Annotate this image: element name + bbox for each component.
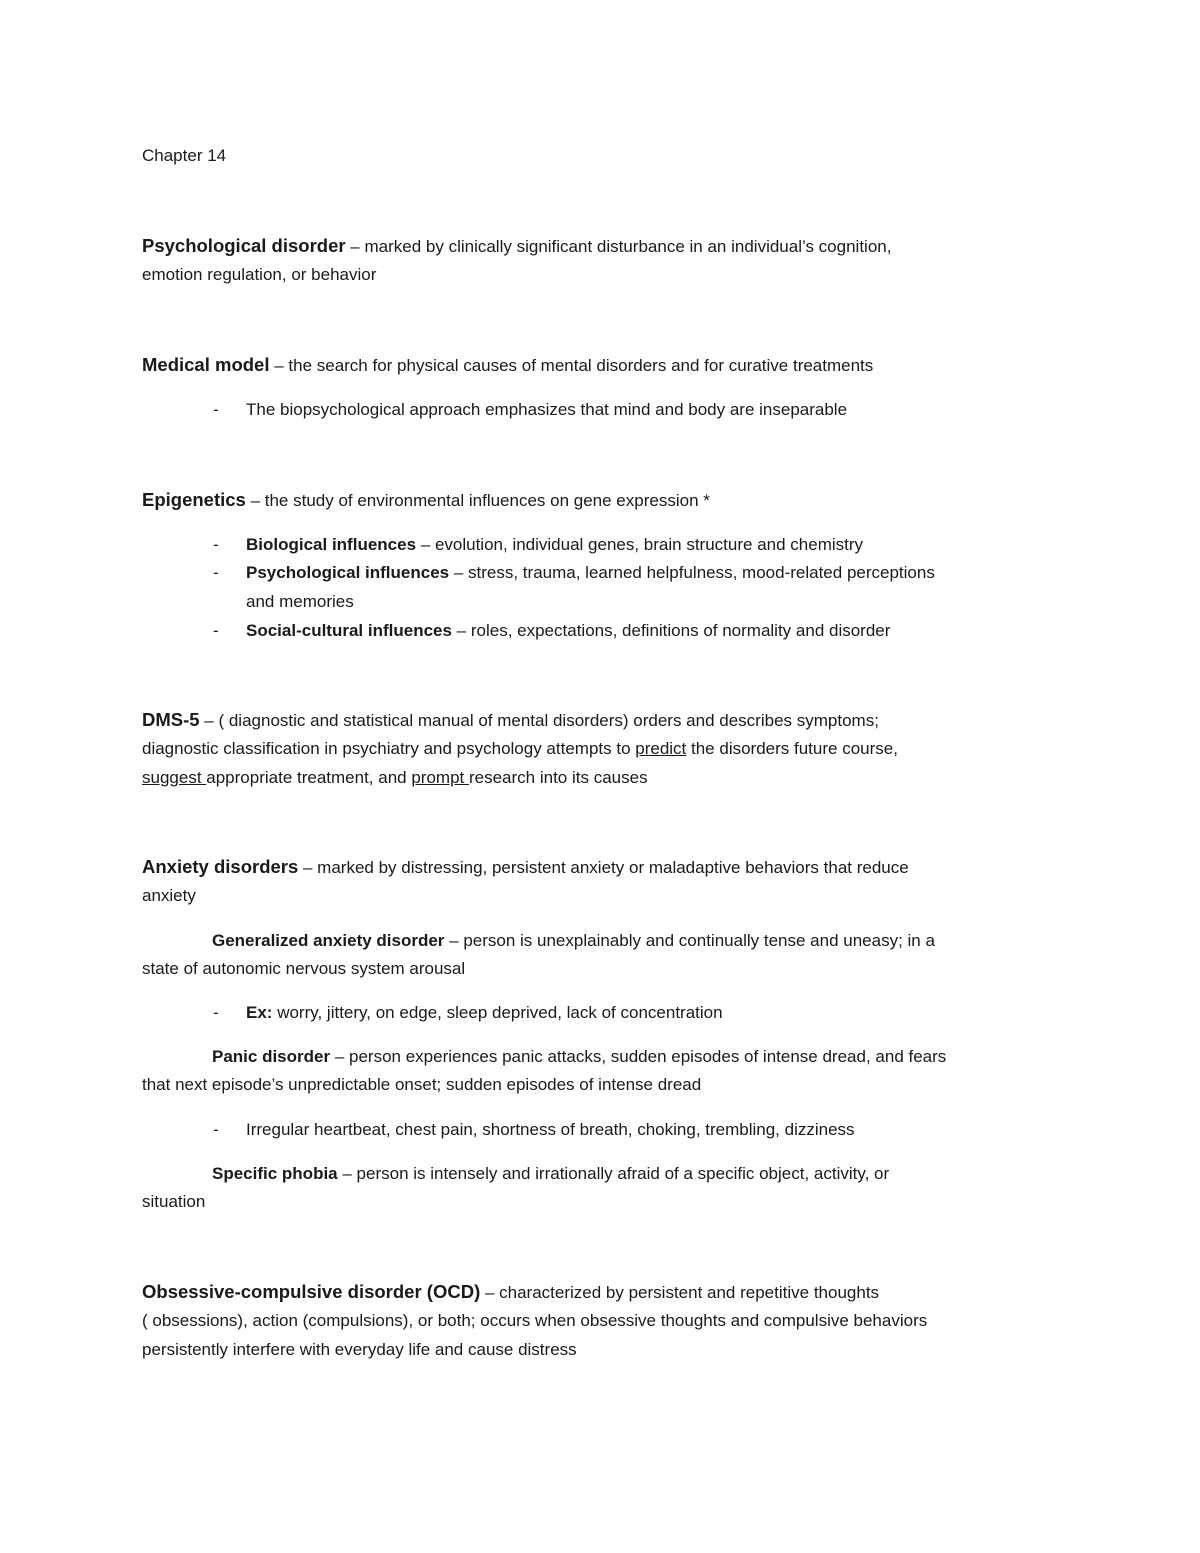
psychological-term: Psychological influences bbox=[246, 563, 450, 582]
epi-bullet-biological bbox=[246, 535, 863, 555]
dms-line3-text: appropriate treatment, and bbox=[206, 768, 412, 787]
ex-label: Ex: bbox=[246, 1003, 273, 1022]
epigenetics-line bbox=[142, 490, 710, 511]
panic-term: Panic disorder bbox=[212, 1047, 331, 1066]
psych-disorder-line1 bbox=[142, 236, 891, 257]
epi-bullet-psychological bbox=[246, 563, 935, 583]
medical-model-line bbox=[142, 355, 873, 376]
phobia-def: – person is intensely and irrationally afraid of a specific object, activity, or bbox=[337, 1164, 890, 1183]
bullet-dash: - bbox=[213, 535, 219, 554]
dms-line2-text: diagnostic classification in psychiatry and psychology attempts to bbox=[142, 739, 636, 758]
dms-line1 bbox=[142, 710, 879, 731]
bullet-dash: - bbox=[213, 1120, 219, 1139]
dms-line2-text-end: the disorders future course, bbox=[686, 739, 898, 758]
ocd-term: Obsessive-compulsive disorder (OCD) bbox=[142, 1281, 481, 1302]
biological-term: Biological influences bbox=[246, 535, 417, 554]
panic-line2: that next episode’s unpredictable onset; sudden episodes of intense dread bbox=[142, 1075, 702, 1094]
prompt-underlined: prompt bbox=[411, 768, 469, 787]
anxiety-line2: anxiety bbox=[142, 886, 196, 905]
medical-model-def: – the search for physical causes of mental disorders and for curative treatments bbox=[269, 356, 874, 375]
gad-term: Generalized anxiety disorder bbox=[212, 931, 445, 950]
dms-line3-text-end: research into its causes bbox=[468, 768, 648, 787]
dms-line3 bbox=[142, 768, 648, 788]
medical-bullet: The biopsychological approach emphasizes that mind and body are inseparable bbox=[246, 400, 848, 419]
psych-disorder-term: Psychological disorder bbox=[142, 235, 346, 256]
gad-example bbox=[246, 1003, 723, 1023]
ocd-def: – characterized by persistent and repetitive thoughts bbox=[480, 1283, 880, 1302]
anxiety-term: Anxiety disorders bbox=[142, 856, 299, 877]
psych-disorder-line2: emotion regulation, or behavior bbox=[142, 265, 377, 284]
chapter-heading: Chapter 14 bbox=[142, 146, 227, 165]
bullet-dash: - bbox=[213, 400, 219, 419]
anxiety-def: – marked by distressing, persistent anxiety or maladaptive behaviors that reduce bbox=[298, 858, 909, 877]
dms-term: DMS-5 bbox=[142, 709, 200, 730]
ocd-line3: persistently interfere with everyday life and cause distress bbox=[142, 1340, 577, 1359]
suggest-underlined: suggest bbox=[142, 768, 207, 787]
social-def: – roles, expectations, definitions of normality and disorder bbox=[451, 621, 891, 640]
epi-bullet-social bbox=[246, 621, 890, 641]
dms-line2 bbox=[142, 739, 898, 759]
ocd-line1 bbox=[142, 1282, 879, 1303]
ex-text: worry, jittery, on edge, sleep deprived, lack of concentration bbox=[272, 1003, 723, 1022]
anxiety-line1 bbox=[142, 857, 909, 878]
bullet-dash: - bbox=[213, 621, 219, 640]
psychological-def: – stress, trauma, learned helpfulness, mood-related perceptions bbox=[449, 563, 935, 582]
biological-def: – evolution, individual genes, brain structure and chemistry bbox=[416, 535, 864, 554]
panic-bullet: Irregular heartbeat, chest pain, shortness of breath, choking, trembling, dizziness bbox=[246, 1120, 855, 1139]
bullet-dash: - bbox=[213, 563, 219, 582]
bullet-dash: - bbox=[213, 1003, 219, 1022]
gad-line1 bbox=[212, 931, 935, 951]
panic-def: – person experiences panic attacks, sudden episodes of intense dread, and fears bbox=[330, 1047, 947, 1066]
phobia-term: Specific phobia bbox=[212, 1164, 338, 1183]
predict-underlined: predict bbox=[635, 739, 687, 758]
gad-def: – person is unexplainably and continually tense and uneasy; in a bbox=[444, 931, 935, 950]
gad-line2: state of autonomic nervous system arousal bbox=[142, 959, 466, 978]
panic-line1 bbox=[212, 1047, 946, 1067]
dms-def: – ( diagnostic and statistical manual of mental disorders) orders and describes symptoms; bbox=[199, 711, 879, 730]
psychological-def-cont: and memories bbox=[246, 592, 354, 611]
ocd-line2: ( obsessions), action (compulsions), or both; occurs when obsessive thoughts and compulsive behaviors bbox=[142, 1311, 928, 1330]
medical-model-term: Medical model bbox=[142, 354, 270, 375]
epigenetics-term: Epigenetics bbox=[142, 489, 246, 510]
phobia-line2: situation bbox=[142, 1192, 206, 1211]
epigenetics-def: – the study of environmental influences on gene expression * bbox=[245, 491, 710, 510]
phobia-line1 bbox=[212, 1164, 889, 1184]
social-term: Social-cultural influences bbox=[246, 621, 452, 640]
psych-disorder-def: – marked by clinically significant disturbance in an individual’s cognition, bbox=[345, 237, 892, 256]
